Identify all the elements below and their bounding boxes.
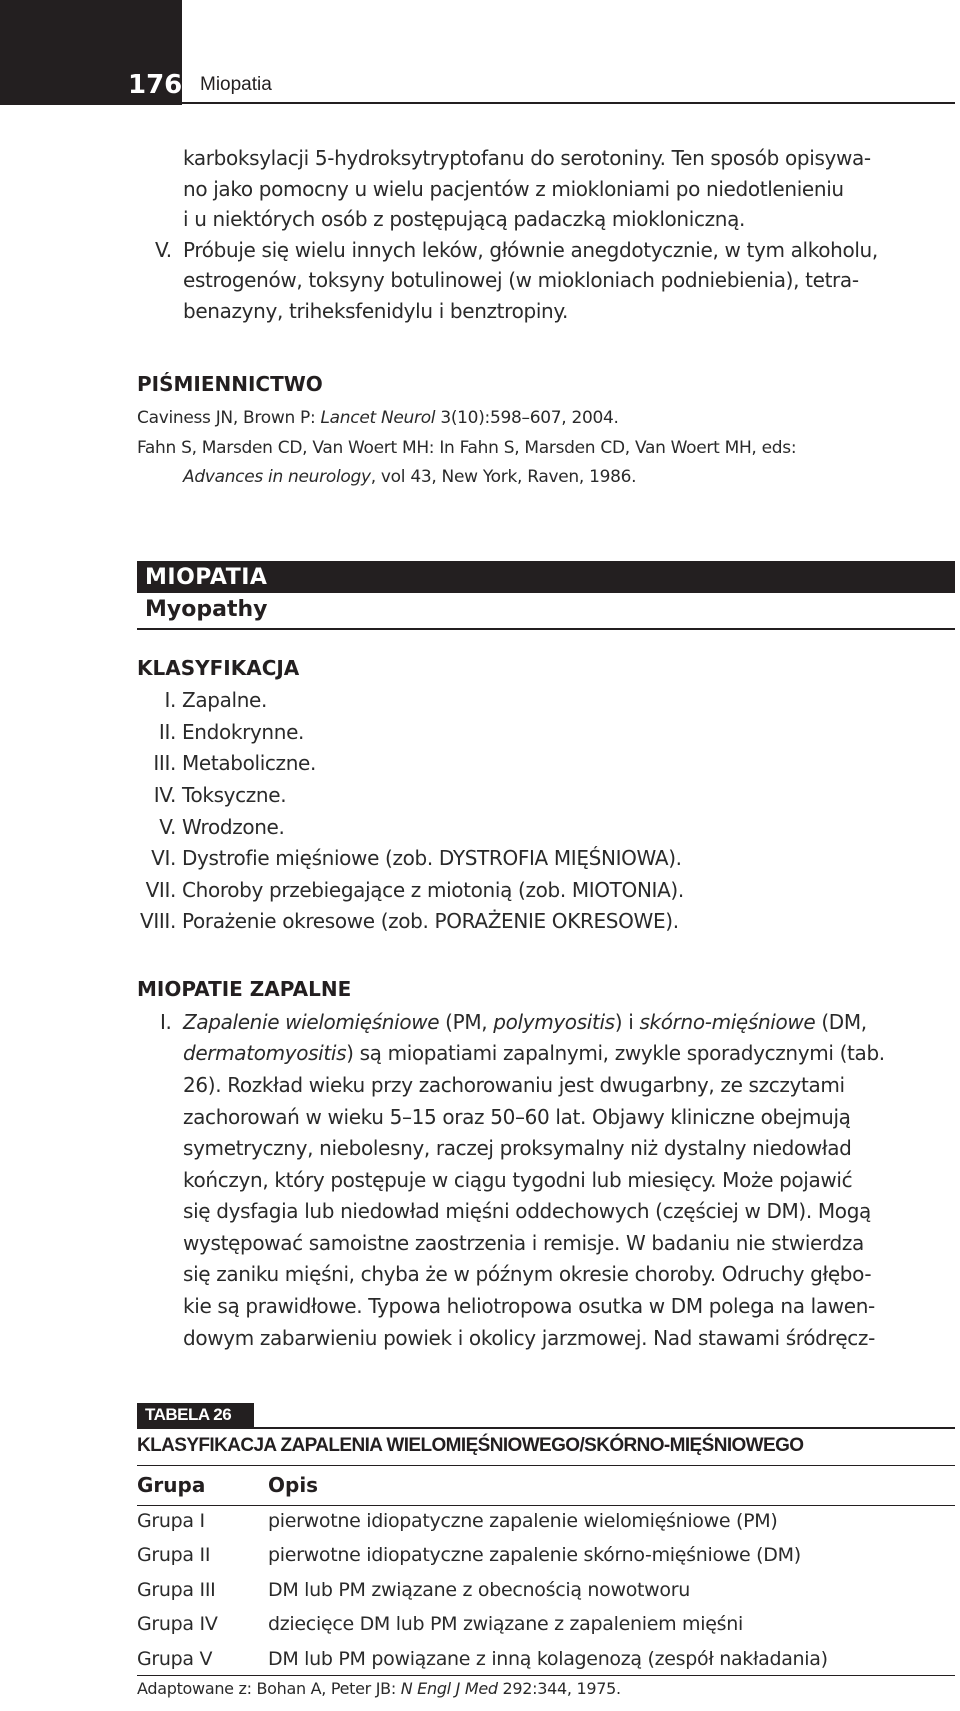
section-subtitle: Myopathy bbox=[145, 597, 268, 622]
classification-item: VIII. Porażenie okresowe (zob. PORAŻENIE OKRESOWE). bbox=[140, 909, 679, 933]
section-rule bbox=[137, 628, 955, 630]
header-rule bbox=[182, 102, 955, 104]
table-cell-opis: pierwotne idiopatyczne zapalenie skórno-mięśniowe (DM) bbox=[268, 1544, 801, 1566]
paragraph-line: kie są prawidłowe. Typowa heliotropowa osutka w DM polega na lawen- bbox=[183, 1294, 875, 1318]
paragraph-line: się zaniku mięśni, chyba że w późnym okresie choroby. Odruchy głębo- bbox=[183, 1262, 872, 1286]
table-cell-opis: DM lub PM powiązane z inną kolagenozą (zespół nakładania) bbox=[268, 1648, 828, 1670]
table-header-opis: Opis bbox=[268, 1473, 319, 1497]
paragraph-line: Zapalenie wielomięśniowe (PM, polymyositis) i skórno-mięśniowe (DM, bbox=[183, 1010, 867, 1034]
classification-item: V. Wrodzone. bbox=[159, 815, 285, 839]
list-item-number: I. bbox=[160, 1010, 172, 1034]
paragraph-line: występować samoistne zaostrzenia i remisje. W badaniu nie stwierdza bbox=[183, 1231, 864, 1255]
table-bottom-rule bbox=[137, 1675, 955, 1676]
paragraph-line: się dysfagia lub niedowład mięśni oddechowych (częściej w DM). Mogą bbox=[183, 1199, 871, 1223]
references-heading: PIŚMIENNICTWO bbox=[137, 372, 323, 396]
table-cell-grupa: Grupa V bbox=[137, 1648, 213, 1670]
continuation-line: karboksylacji 5-hydroksytryptofanu do serotoniny. Ten sposób opisywa- bbox=[183, 146, 871, 170]
inflammatory-heading: MIOPATIE ZAPALNE bbox=[137, 977, 352, 1001]
table-source: Adaptowane z: Bohan A, Peter JB: N Engl J Med 292:344, 1975. bbox=[137, 1679, 621, 1698]
table-cell-opis: pierwotne idiopatyczne zapalenie wielomięśniowe (PM) bbox=[268, 1510, 778, 1532]
list-item-line: Próbuje się wielu innych leków, głównie anegdotycznie, w tym alkoholu, bbox=[183, 238, 878, 262]
table-title: KLASYFIKACJA ZAPALENIA WIELOMIĘŚNIOWEGO/SKÓRNO-MIĘŚNIOWEGO bbox=[137, 1435, 804, 1456]
table-top-rule bbox=[254, 1427, 955, 1429]
table-label: TABELA 26 bbox=[145, 1405, 232, 1424]
paragraph-line: dermatomyositis) są miopatiami zapalnymi, zwykle sporadycznymi (tab. bbox=[183, 1041, 885, 1065]
table-cell-grupa: Grupa I bbox=[137, 1510, 205, 1532]
classification-item: VII. Choroby przebiegające z miotonią (zob. MIOTONIA). bbox=[145, 878, 684, 902]
paragraph-line: 26). Rozkład wieku przy zachorowaniu jest dwugarbny, ze szczytami bbox=[183, 1073, 845, 1097]
classification-item: III. Metaboliczne. bbox=[153, 751, 316, 775]
page-number: 176 bbox=[128, 70, 183, 100]
table-cell-grupa: Grupa IV bbox=[137, 1613, 218, 1635]
list-item-number: V. bbox=[155, 238, 172, 262]
paragraph-line: dowym zabarwieniu powiek i okolicy jarzmowej. Nad stawami śródręcz- bbox=[183, 1326, 875, 1350]
list-item-line: estrogenów, toksyny botulinowej (w miokloniach podniebienia), tetra- bbox=[183, 268, 859, 292]
paragraph-line: zachorowań w wieku 5–15 oraz 50–60 lat. Objawy kliniczne obejmują bbox=[183, 1105, 851, 1129]
table-cell-grupa: Grupa III bbox=[137, 1579, 216, 1601]
reference-1: Caviness JN, Brown P: Lancet Neurol 3(10):598–607, 2004. bbox=[137, 408, 619, 428]
table-cell-opis: DM lub PM związane z obecnością nowotworu bbox=[268, 1579, 691, 1601]
classification-item: I. Zapalne. bbox=[164, 688, 268, 712]
paragraph-line: kończyn, który postępuje w ciągu tygodni lub miesięcy. Może pojawić bbox=[183, 1168, 853, 1192]
classification-item: II. Endokrynne. bbox=[158, 720, 305, 744]
table-cell-grupa: Grupa II bbox=[137, 1544, 211, 1566]
section-title: MIOPATIA bbox=[145, 565, 268, 590]
continuation-line: no jako pomocny u wielu pacjentów z miokloniami po niedotlenieniu bbox=[183, 177, 844, 201]
reference-2: Fahn S, Marsden CD, Van Woert MH: In Fahn S, Marsden CD, Van Woert MH, eds: bbox=[137, 438, 797, 458]
classification-item: VI. Dystrofie mięśniowe (zob. DYSTROFIA MIĘŚNIOWA). bbox=[151, 846, 682, 870]
table-cell-opis: dziecięce DM lub PM związane z zapaleniem mięśni bbox=[268, 1613, 743, 1635]
table-header-rule bbox=[137, 1505, 955, 1506]
classification-heading: KLASYFIKACJA bbox=[137, 656, 300, 680]
paragraph-line: symetryczny, niebolesny, raczej proksymalny niż dystalny niedowład bbox=[183, 1136, 852, 1160]
table-title-rule bbox=[137, 1465, 955, 1466]
continuation-line: i u niektórych osób z postępującą padaczką miokloniczną. bbox=[183, 207, 745, 231]
table-header-grupa: Grupa bbox=[137, 1473, 206, 1497]
classification-item: IV. Toksyczne. bbox=[153, 783, 287, 807]
running-head: Miopatia bbox=[200, 74, 272, 95]
reference-2-cont: Advances in neurology, vol 43, New York, Raven, 1986. bbox=[183, 467, 637, 487]
list-item-line: benazyny, triheksfenidylu i benztropiny. bbox=[183, 299, 569, 323]
